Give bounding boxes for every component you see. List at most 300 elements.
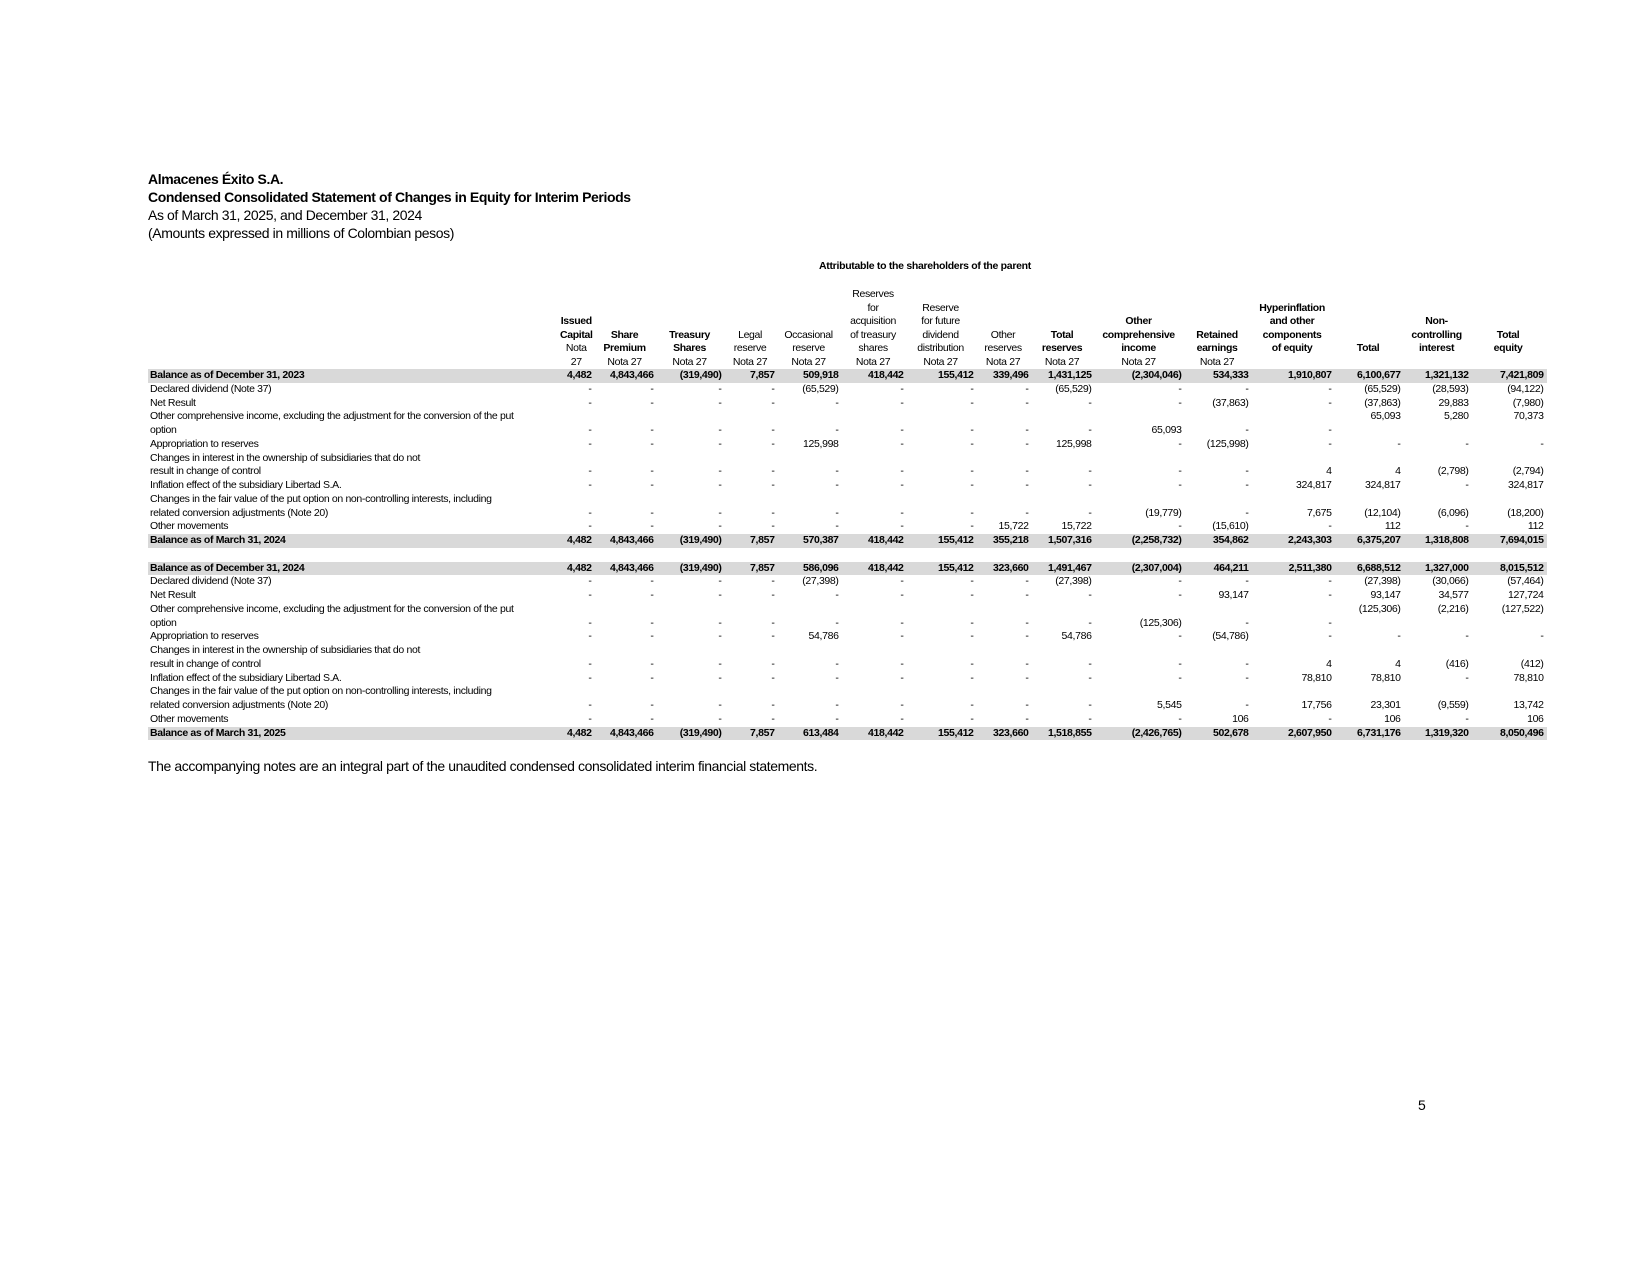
row-label: Net Result <box>150 396 196 409</box>
table-cell: 324,817 <box>1296 479 1332 491</box>
table-cell: - <box>970 657 974 670</box>
table-cell: - <box>1178 671 1182 684</box>
column-header-line: shares <box>858 342 888 354</box>
column-header-line: Occasional <box>784 328 833 341</box>
table-cell: (65,529) <box>802 382 839 395</box>
table-cell: - <box>718 396 722 409</box>
column-header-line: earnings <box>1196 342 1238 354</box>
statement-title: Condensed Consolidated Statement of Changes in Equity for Interim Periods <box>148 189 631 205</box>
table-cell: - <box>650 479 654 491</box>
table-cell <box>1095 548 1185 562</box>
table-cell: 1,327,000 <box>1404 562 1472 576</box>
table-cell: - <box>1328 437 1332 450</box>
table-cell <box>1335 617 1404 631</box>
column-header <box>1472 287 1547 369</box>
table-cell: - <box>900 479 904 491</box>
table-cell: 106 <box>1527 712 1544 725</box>
table-cell: 70,373 <box>1513 410 1544 423</box>
column-header-line: reserves <box>984 342 1022 354</box>
table-cell: - <box>588 575 592 588</box>
table-cell: - <box>1025 437 1029 450</box>
table-cell: - <box>970 479 974 491</box>
row-label: Other movements <box>150 712 229 725</box>
table-cell: - <box>718 657 722 670</box>
row-label: Other comprehensive income, excluding the adjustment for the conversion of the put <box>150 602 514 615</box>
table-row <box>148 452 1547 466</box>
column-header-line: for future <box>921 315 960 327</box>
table-cell: 4,482 <box>560 534 595 548</box>
table-cell: - <box>1025 465 1029 478</box>
column-header-line: comprehensive <box>1102 328 1175 341</box>
table-cell: - <box>718 671 722 684</box>
table-cell: (2,426,765) <box>1095 727 1185 741</box>
table-cell <box>1095 685 1185 699</box>
table-cell: - <box>650 437 654 450</box>
column-header <box>1252 287 1335 369</box>
table-cell <box>1185 548 1252 562</box>
table-cell: 93,147 <box>1370 589 1401 601</box>
table-cell: - <box>835 712 839 725</box>
table-cell: 7,675 <box>1307 506 1332 519</box>
column-header-line: Other <box>1125 315 1152 327</box>
table-cell: 355,218 <box>977 534 1032 548</box>
table-cell: - <box>588 616 592 629</box>
table-cell: - <box>650 506 654 519</box>
table-cell: (28,593) <box>1432 382 1469 395</box>
table-cell: 1,431,125 <box>1032 369 1095 383</box>
table-cell: - <box>718 382 722 395</box>
column-note-ref: Nota 27 <box>672 355 707 368</box>
row-label: Changes in the fair value of the put option on non-controlling interests, including <box>150 685 492 698</box>
table-cell: 6,731,176 <box>1335 727 1404 741</box>
table-cell: - <box>650 589 654 601</box>
table-cell: - <box>1178 437 1182 450</box>
table-row <box>148 575 1547 589</box>
table-cell: 7,857 <box>725 562 778 576</box>
column-header <box>560 287 595 369</box>
table-cell: (30,066) <box>1432 575 1469 588</box>
table-row <box>148 589 1547 603</box>
table-cell <box>907 452 977 466</box>
table-cell <box>1472 452 1547 466</box>
table-cell: 324,817 <box>1365 479 1401 491</box>
table-cell: 155,412 <box>907 534 977 548</box>
table-cell <box>560 603 595 617</box>
table-cell: 613,484 <box>778 727 842 741</box>
row-label: Net Result <box>150 589 196 601</box>
table-cell: - <box>650 671 654 684</box>
column-header-line: reserve <box>792 342 825 354</box>
column-header-line: of equity <box>1271 342 1313 354</box>
table-cell: - <box>1245 699 1249 711</box>
table-cell <box>907 548 977 562</box>
table-cell: - <box>1328 424 1332 436</box>
table-cell: 4 <box>1326 465 1332 478</box>
table-row <box>148 644 1547 658</box>
table-cell: (412) <box>1520 657 1544 670</box>
table-cell: - <box>771 712 775 725</box>
table-cell: 127,724 <box>1508 589 1544 601</box>
statement-units: (Amounts expressed in millions of Colombian pesos) <box>148 225 455 241</box>
table-cell: 1,321,132 <box>1404 369 1472 383</box>
column-header-line: reserve <box>733 342 767 354</box>
table-cell: 5,545 <box>1157 699 1182 711</box>
table-cell: - <box>650 396 654 409</box>
table-cell: - <box>970 382 974 395</box>
table-cell: - <box>1465 712 1469 725</box>
table-cell: (7,980) <box>1512 396 1544 409</box>
table-cell: 4,843,466 <box>595 369 657 383</box>
table-cell: - <box>771 465 775 478</box>
table-cell: - <box>1328 616 1332 629</box>
table-row <box>148 397 1547 411</box>
row-label: Inflation effect of the subsidiary Libertad S.A. <box>150 479 342 491</box>
table-cell: - <box>1178 465 1182 478</box>
table-cell: - <box>1328 575 1332 588</box>
table-cell: - <box>1245 382 1249 395</box>
column-header <box>977 287 1032 369</box>
column-header-line: of treasury <box>850 328 896 341</box>
table-cell: 418,442 <box>842 562 907 576</box>
table-cell <box>1032 685 1095 699</box>
table-cell: 54,786 <box>1061 630 1092 643</box>
table-cell: - <box>1088 506 1092 519</box>
table-row <box>148 699 1547 713</box>
column-header-line: Total <box>1356 342 1380 354</box>
column-header <box>1032 287 1095 369</box>
table-cell: - <box>1465 479 1469 491</box>
table-cell: 17,756 <box>1301 699 1332 711</box>
table-cell <box>842 644 907 658</box>
table-cell: - <box>1245 424 1249 436</box>
table-cell: 7,857 <box>725 369 778 383</box>
table-cell: - <box>1328 589 1332 601</box>
table-cell: (15,610) <box>1212 520 1249 533</box>
table-cell <box>1335 548 1404 562</box>
table-cell: - <box>1025 506 1029 519</box>
table-cell: - <box>900 520 904 533</box>
table-cell <box>778 644 842 658</box>
table-cell <box>560 493 595 507</box>
table-cell: (319,490) <box>657 534 725 548</box>
table-cell <box>778 685 842 699</box>
table-cell: 106 <box>1232 712 1249 725</box>
column-header <box>595 287 657 369</box>
row-label: Appropriation to reserves <box>150 630 259 643</box>
table-cell: - <box>900 712 904 725</box>
table-cell: - <box>835 657 839 670</box>
table-cell: 7,857 <box>725 534 778 548</box>
table-cell: 570,387 <box>778 534 842 548</box>
table-cell <box>657 644 725 658</box>
column-header <box>725 287 778 369</box>
table-cell: (9,559) <box>1437 699 1469 711</box>
table-row <box>148 507 1547 521</box>
row-label <box>148 548 560 562</box>
table-cell <box>1252 548 1335 562</box>
table-cell: - <box>718 630 722 643</box>
table-cell <box>595 603 657 617</box>
table-cell: 509,918 <box>778 369 842 383</box>
table-cell: 6,375,207 <box>1335 534 1404 548</box>
table-cell <box>1404 548 1472 562</box>
table-cell: - <box>1025 396 1029 409</box>
table-cell: (319,490) <box>657 727 725 741</box>
table-cell: - <box>771 437 775 450</box>
table-cell: - <box>970 396 974 409</box>
table-cell <box>725 603 778 617</box>
row-label: related conversion adjustments (Note 20) <box>150 699 329 711</box>
table-cell: 4,482 <box>560 562 595 576</box>
table-cell <box>907 410 977 424</box>
column-note-ref: Nota 27 <box>1044 355 1080 368</box>
table-cell <box>657 685 725 699</box>
table-cell: - <box>718 712 722 725</box>
table-cell: - <box>718 424 722 436</box>
table-cell: 4,843,466 <box>595 727 657 741</box>
table-cell: - <box>835 616 839 629</box>
column-header <box>657 287 725 369</box>
table-cell: 4,843,466 <box>595 534 657 548</box>
row-label: Balance as of March 31, 2024 <box>148 534 560 548</box>
table-cell: - <box>588 396 592 409</box>
table-row <box>148 672 1547 686</box>
table-cell: 78,810 <box>1370 671 1401 684</box>
table-cell <box>657 603 725 617</box>
table-cell <box>1404 685 1472 699</box>
table-cell: - <box>1245 671 1249 684</box>
table-cell <box>1404 452 1472 466</box>
table-cell: - <box>1025 575 1029 588</box>
table-cell: 324,817 <box>1508 479 1544 491</box>
table-cell: - <box>771 630 775 643</box>
row-label: Balance as of December 31, 2023 <box>148 369 560 383</box>
table-cell: (2,794) <box>1512 465 1544 478</box>
table-cell: - <box>650 382 654 395</box>
table-cell: 112 <box>1527 520 1544 533</box>
table-cell: - <box>588 520 592 533</box>
table-cell: 1,507,316 <box>1032 534 1095 548</box>
table-cell: - <box>835 396 839 409</box>
table-cell <box>1185 603 1252 617</box>
row-label: Balance as of December 31, 2024 <box>148 562 560 576</box>
table-cell: - <box>1465 520 1469 533</box>
table-cell: - <box>771 589 775 601</box>
table-cell: 323,660 <box>977 727 1032 741</box>
table-cell: - <box>650 712 654 725</box>
table-cell: - <box>718 437 722 450</box>
table-cell: - <box>970 630 974 643</box>
column-header-line: acquisition <box>850 315 896 327</box>
table-cell <box>725 685 778 699</box>
table-cell: 54,786 <box>808 630 839 643</box>
table-cell: - <box>1025 616 1029 629</box>
table-cell: - <box>1025 382 1029 395</box>
table-cell <box>977 603 1032 617</box>
table-cell: - <box>970 712 974 725</box>
table-cell: - <box>835 465 839 478</box>
table-cell: - <box>1328 396 1332 409</box>
table-cell: - <box>970 424 974 436</box>
table-cell: 4,482 <box>560 369 595 383</box>
table-cell: - <box>1397 630 1401 643</box>
table-cell <box>977 493 1032 507</box>
column-note-ref <box>1472 356 1545 370</box>
table-cell <box>595 452 657 466</box>
table-cell: 2,511,380 <box>1252 562 1335 576</box>
statement-period: As of March 31, 2025, and December 31, 2024 <box>148 207 422 223</box>
table-cell: - <box>1025 712 1029 725</box>
table-cell <box>1185 493 1252 507</box>
table-cell: (6,096) <box>1437 506 1469 519</box>
table-cell <box>1404 617 1472 631</box>
table-cell: - <box>1088 657 1092 670</box>
table-cell: - <box>1328 520 1332 533</box>
table-cell: - <box>588 437 592 450</box>
table-cell: - <box>900 616 904 629</box>
table-cell <box>725 410 778 424</box>
row-label: Other movements <box>150 520 229 533</box>
table-cell: - <box>1088 589 1092 601</box>
table-cell: - <box>900 382 904 395</box>
column-note-ref: Nota 27 <box>732 355 768 368</box>
table-cell: 106 <box>1384 712 1401 725</box>
table-cell <box>560 644 595 658</box>
statement-heading <box>148 170 631 242</box>
table-cell <box>1335 493 1404 507</box>
table-cell <box>1032 644 1095 658</box>
column-note-ref: Nota 27 <box>1121 355 1156 368</box>
table-cell: - <box>970 506 974 519</box>
column-header-line: Non- <box>1425 315 1448 327</box>
table-cell: 7,421,809 <box>1472 369 1547 383</box>
table-cell <box>1404 493 1472 507</box>
table-cell: 464,211 <box>1185 562 1252 576</box>
table-cell <box>1095 644 1185 658</box>
table-cell: (416) <box>1445 657 1469 670</box>
table-cell: (65,529) <box>1055 382 1092 395</box>
row-label: result in change of control <box>150 465 261 478</box>
column-header-line: controlling <box>1411 328 1462 341</box>
column-note-ref: Nota 27 <box>985 355 1021 368</box>
table-cell: 125,998 <box>803 437 839 450</box>
table-cell <box>657 548 725 562</box>
table-cell: 93,147 <box>1218 589 1249 601</box>
table-cell: - <box>900 699 904 711</box>
table-cell: - <box>835 506 839 519</box>
table-cell: 155,412 <box>907 369 977 383</box>
balance-row <box>148 369 1547 383</box>
table-cell: (127,522) <box>1501 602 1544 615</box>
table-cell <box>907 493 977 507</box>
table-cell: - <box>900 437 904 450</box>
table-cell <box>1095 452 1185 466</box>
table-cell: (125,998) <box>1206 437 1249 450</box>
table-row <box>148 493 1547 507</box>
column-header-line: Reserves <box>852 288 894 300</box>
table-cell: - <box>1025 479 1029 491</box>
column-note-ref: Nota 27 <box>923 355 958 368</box>
table-row <box>148 465 1547 479</box>
table-cell: - <box>718 520 722 533</box>
table-cell: - <box>835 589 839 601</box>
balance-row <box>148 562 1547 576</box>
table-cell: - <box>771 396 775 409</box>
table-cell <box>1032 548 1095 562</box>
table-cell: - <box>588 712 592 725</box>
table-cell <box>1252 685 1335 699</box>
column-header-line: Shares <box>673 342 707 354</box>
table-cell: - <box>588 424 592 436</box>
table-cell: - <box>900 396 904 409</box>
table-cell <box>1032 410 1095 424</box>
table-cell: - <box>970 437 974 450</box>
table-cell: - <box>1245 506 1249 519</box>
table-cell <box>595 493 657 507</box>
table-cell <box>1252 493 1335 507</box>
table-cell: - <box>1088 465 1092 478</box>
table-cell <box>595 685 657 699</box>
table-cell: 4 <box>1395 465 1401 478</box>
table-cell: 323,660 <box>977 562 1032 576</box>
table-cell: - <box>1088 424 1092 436</box>
table-cell: - <box>718 575 722 588</box>
table-cell: - <box>1178 575 1182 588</box>
column-header-line: Retained <box>1196 328 1238 341</box>
table-cell: - <box>1025 424 1029 436</box>
table-cell: - <box>771 506 775 519</box>
table-cell: - <box>1245 575 1249 588</box>
table-cell: - <box>650 657 654 670</box>
table-cell: - <box>650 699 654 711</box>
table-cell: - <box>1540 437 1544 450</box>
table-cell: - <box>1245 616 1249 629</box>
footer-note: The accompanying notes are an integral part of the unaudited condensed consolidated interim financial statements. <box>148 758 818 774</box>
table-cell: - <box>588 589 592 601</box>
table-cell: - <box>1178 630 1182 643</box>
table-cell: - <box>650 424 654 436</box>
table-cell: - <box>1025 589 1029 601</box>
table-cell: (65,529) <box>1364 382 1401 395</box>
table-cell: 6,688,512 <box>1335 562 1404 576</box>
table-cell: - <box>1178 479 1182 491</box>
table-cell: - <box>1088 671 1092 684</box>
table-cell: - <box>718 465 722 478</box>
table-cell: - <box>835 699 839 711</box>
table-cell <box>1335 424 1404 438</box>
column-header <box>842 287 907 369</box>
table-cell: - <box>900 575 904 588</box>
attributable-heading: Attributable to the shareholders of the parent <box>819 260 1031 272</box>
table-cell <box>1472 548 1547 562</box>
column-header-line: income <box>1121 342 1156 354</box>
table-cell <box>1335 685 1404 699</box>
table-row <box>148 617 1547 631</box>
table-cell: (18,200) <box>1507 506 1544 519</box>
table-row <box>148 438 1547 452</box>
column-header <box>778 287 842 369</box>
table-cell <box>1404 424 1472 438</box>
table-cell <box>842 548 907 562</box>
table-cell: - <box>588 382 592 395</box>
table-cell <box>1185 410 1252 424</box>
table-cell: 354,862 <box>1185 534 1252 548</box>
table-cell: - <box>1178 712 1182 725</box>
column-note-ref: Nota 27 <box>855 355 891 368</box>
table-cell: 502,678 <box>1185 727 1252 741</box>
column-header <box>1404 287 1472 369</box>
table-cell: - <box>1025 657 1029 670</box>
